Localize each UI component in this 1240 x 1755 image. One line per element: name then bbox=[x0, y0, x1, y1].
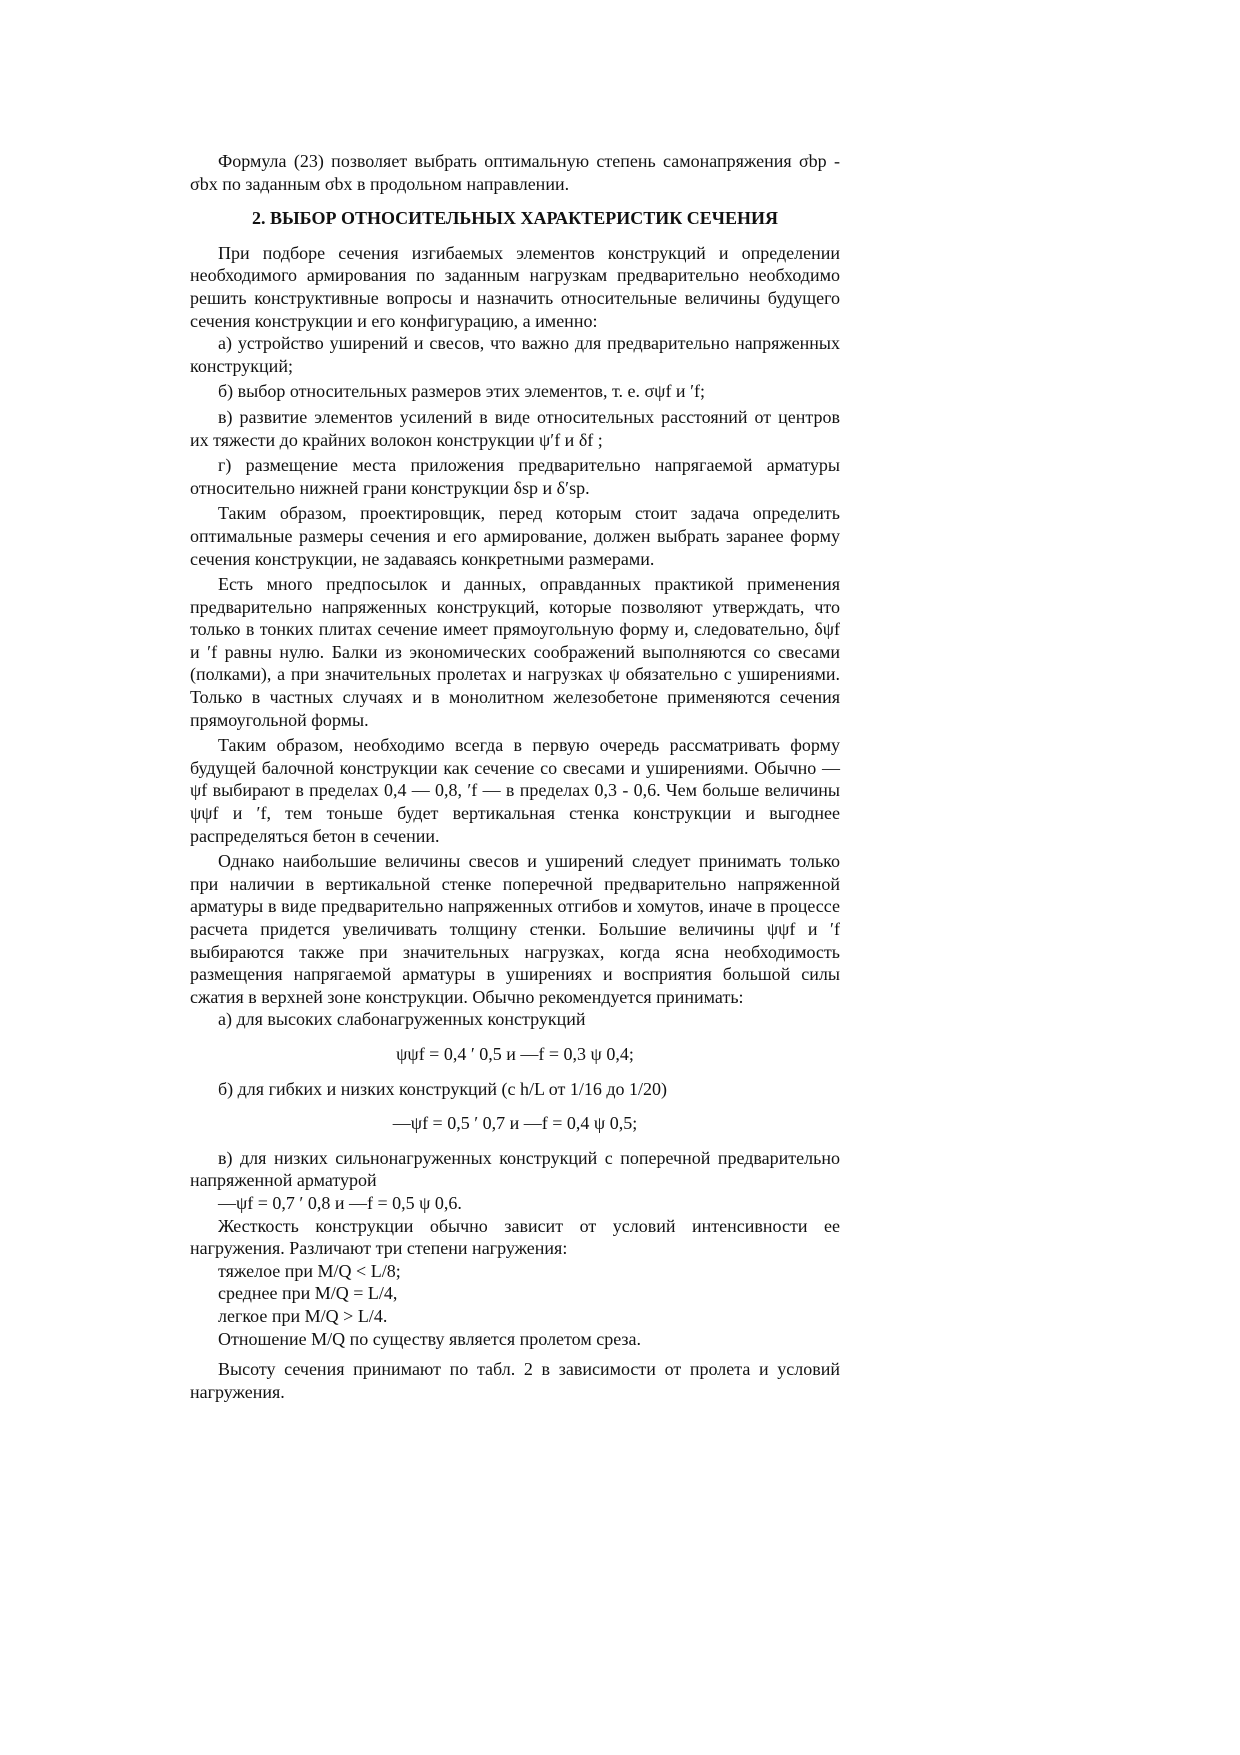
load-light: легкое при M/Q > L/4. bbox=[218, 1305, 388, 1326]
list-item-v: в) развитие элементов усилений в виде относительных расстояний от центров их тяжести до крайних волокон конструкции ψ′f и δf ; bbox=[190, 406, 840, 450]
paragraph-stiffness: Жесткость конструкции обычно зависит от условий интенсивности ее нагружения. Различают три степени нагружения: bbox=[190, 1215, 840, 1259]
case-v-label: в) для низких сильнонагруженных конструкций с поперечной предварительно напряженной арматурой bbox=[190, 1147, 840, 1191]
formula-case-b: —ψf = 0,5 ′ 0,7 и —f = 0,4 ψ 0,5; bbox=[392, 1113, 638, 1134]
paragraph-formula-23: Формула (23) позволяет выбрать оптимальную степень самонапряжения σbp - σbx по заданным σbx в продольном направлении. bbox=[190, 151, 840, 194]
load-heavy: тяжелое при M/Q < L/8; bbox=[218, 1260, 401, 1281]
paragraph-section-height: Высоту сечения принимают по табл. 2 в зависимости от пролета и условий нагружения. bbox=[190, 1359, 840, 1402]
case-a-label: а) для высоких слабонагруженных конструкций bbox=[218, 1009, 586, 1030]
document-page bbox=[190, 150, 840, 1403]
paragraph-prerequisites: Есть много предпосылок и данных, оправданных практикой применения предварительно напряженных конструкций, которые позволяют утверждать, что только в тонких плитах сечение имеет прямоугольную форму и, следовательно, δψf и ′f равны нулю. Балки из экономических соображений выполняются со свесами (полками), а при значительных пролетах и нагрузках ψ обязательно с уширениями. Только в частных случаях и в монолитном железобетоне применяются сечения прямоугольной формы. bbox=[190, 574, 840, 730]
paragraph-intro: При подборе сечения изгибаемых элементов конструкций и определении необходимого армирования по заданным нагрузкам предварительно необходимо решить конструктивные вопросы и назначить относительные величины будущего сечения конструкции и его конфигурацию, а именно: bbox=[190, 242, 840, 331]
paragraph-form: Таким образом, необходимо всегда в первую очередь рассматривать форму будущей балочной конструкции как сечение со свесами и уширениями. Обычно —ψf выбирают в пределах 0,4 — 0,8, ′f — в пределах 0,3 - 0,6. Чем больше величины ψψf и ′f, тем тоньше будет вертикальная стенка конструкции и выгоднее распределяться бетон в сечении. bbox=[190, 735, 840, 846]
paragraph-designer: Таким образом, проектировщик, перед которым стоит задача определить оптимальные размеры сечения и его армирование, должен выбрать заранее форму сечения конструкции, не задаваясь конкретными размерами. bbox=[190, 503, 840, 569]
list-item-g: г) размещение места приложения предварительно напрягаемой арматуры относительно нижней грани конструкции δsp и δ′sp. bbox=[190, 455, 840, 498]
section-heading: 2. ВЫБОР ОТНОСИТЕЛЬНЫХ ХАРАКТЕРИСТИК СЕЧЕНИЯ bbox=[252, 208, 778, 229]
paragraph-overhangs: Однако наибольшие величины свесов и уширений следует принимать только при наличии в вертикальной стенке поперечной предварительно напряженной арматуры в виде предварительно напряженных отгибов и хомутов, иначе в процессе расчета придется увеличивать толщину стенки. Большие величины ψψf и ′f выбираются также при значительных нагрузках, когда ясна необходимость размещения напрягаемой арматуры в уширениях и восприятия большой силы сжатия в верхней зоне конструкции. Обычно рекомендуется принимать: bbox=[190, 851, 840, 1007]
list-item-b: б) выбор относительных размеров этих элементов, т. е. σψf и ′f; bbox=[218, 381, 706, 402]
formula-case-v: —ψf = 0,7 ′ 0,8 и —f = 0,5 ψ 0,6. bbox=[218, 1192, 462, 1213]
load-medium: среднее при M/Q = L/4, bbox=[218, 1283, 398, 1304]
formula-case-a: ψψf = 0,4 ′ 0,5 и —f = 0,3 ψ 0,4; bbox=[396, 1043, 634, 1064]
shear-span-note: Отношение M/Q по существу является пролетом среза. bbox=[218, 1328, 642, 1349]
case-b-label: б) для гибких и низких конструкций (с h/L от 1/16 до 1/20) bbox=[218, 1078, 668, 1099]
list-item-a: а) устройство уширений и свесов, что важно для предварительно напряженных конструкций; bbox=[190, 333, 840, 376]
